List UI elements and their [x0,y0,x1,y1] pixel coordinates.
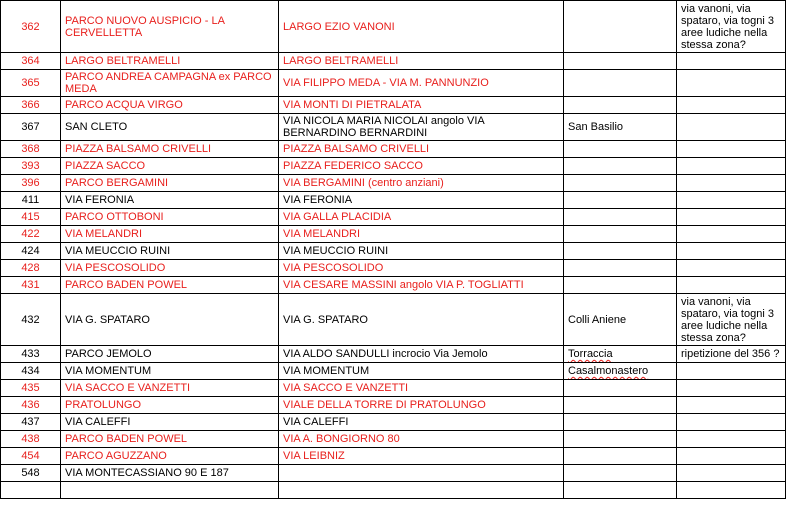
row-area-cell [564,482,677,499]
table-row [1,141,786,158]
row-address-cell: VIA MONTI DI PIETRALATA [279,97,564,114]
row-address-cell: VIA PESCOSOLIDO [279,260,564,277]
row-area-cell: Torraccia [564,346,677,363]
row-area-cell [564,192,677,209]
row-name-cell: VIA MELANDRI [61,226,279,243]
row-address-cell: VIA BERGAMINI (centro anziani) [279,175,564,192]
row-address-cell: VIA MOMENTUM [279,363,564,380]
table-row [1,192,786,209]
row-name-cell: VIA MONTECASSIANO 90 E 187 [61,465,279,482]
row-address-cell [279,465,564,482]
row-area-cell [564,397,677,414]
row-area-cell [564,53,677,70]
row-name-cell: PRATOLUNGO [61,397,279,414]
row-name-cell: PARCO BADEN POWEL [61,431,279,448]
row-name-cell: VIA SACCO E VANZETTI [61,380,279,397]
row-id-cell: 432 [1,294,61,346]
row-note-cell [677,175,786,192]
row-name-cell: PARCO NUOVO AUSPICIO - LA CERVELLETTA [61,1,279,53]
row-note-cell [677,277,786,294]
row-address-cell: VIA LEIBNIZ [279,448,564,465]
row-note-cell [677,209,786,226]
row-note-cell [677,192,786,209]
row-id-cell: 415 [1,209,61,226]
row-area-cell [564,97,677,114]
row-id-cell: 431 [1,277,61,294]
row-address-cell: VIA SACCO E VANZETTI [279,380,564,397]
row-note-cell [677,70,786,97]
row-name-cell: VIA MOMENTUM [61,363,279,380]
row-id-cell: 365 [1,70,61,97]
row-note-cell [677,260,786,277]
table-row [1,226,786,243]
row-name-cell: PARCO AGUZZANO [61,448,279,465]
row-address-cell: VIA A. BONGIORNO 80 [279,431,564,448]
row-area-cell: Colli Aniene [564,294,677,346]
row-area-cell [564,431,677,448]
row-note-cell [677,53,786,70]
table-row [1,114,786,141]
row-area-cell [564,465,677,482]
row-name-cell: SAN CLETO [61,114,279,141]
row-name-cell: PARCO ANDREA CAMPAGNA ex PARCO MEDA [61,70,279,97]
row-area-cell [564,380,677,397]
row-id-cell: 434 [1,363,61,380]
row-address-cell: VIA MEUCCIO RUINI [279,243,564,260]
row-area-cell [564,414,677,431]
row-note-cell [677,448,786,465]
row-note-cell [677,380,786,397]
row-name-cell: PIAZZA SACCO [61,158,279,175]
row-name-cell: PARCO JEMOLO [61,346,279,363]
table-row [1,363,786,380]
row-name-cell: PARCO ACQUA VIRGO [61,97,279,114]
row-address-cell: VIA G. SPATARO [279,294,564,346]
row-id-cell: 433 [1,346,61,363]
row-name-cell: VIA CALEFFI [61,414,279,431]
row-name-cell: LARGO BELTRAMELLI [61,53,279,70]
row-name-cell: PARCO OTTOBONI [61,209,279,226]
row-id-cell: 437 [1,414,61,431]
row-area-cell [564,70,677,97]
row-address-cell: VIA NICOLA MARIA NICOLAI angolo VIA BERNARDINO BERNARDINI [279,114,564,141]
table-row [1,97,786,114]
row-id-cell: 393 [1,158,61,175]
table-row [1,70,786,97]
row-address-cell: VIA GALLA PLACIDIA [279,209,564,226]
row-address-cell: VIALE DELLA TORRE DI PRATOLUNGO [279,397,564,414]
table-row [1,209,786,226]
row-address-cell: PIAZZA BALSAMO CRIVELLI [279,141,564,158]
row-note-cell [677,363,786,380]
row-address-cell [279,482,564,499]
table-row [1,482,786,499]
row-id-cell: 364 [1,53,61,70]
row-id-cell: 438 [1,431,61,448]
row-note-cell [677,397,786,414]
row-id-cell: 424 [1,243,61,260]
table-row [1,1,786,53]
row-name-cell: PIAZZA BALSAMO CRIVELLI [61,141,279,158]
table-row [1,380,786,397]
row-note-cell: via vanoni, via spataro, via togni 3 aree ludiche nella stessa zona? [677,294,786,346]
row-address-cell: VIA FERONIA [279,192,564,209]
row-id-cell: 411 [1,192,61,209]
table-row [1,346,786,363]
row-note-cell [677,158,786,175]
row-id-cell: 436 [1,397,61,414]
row-id-cell: 548 [1,465,61,482]
table-row [1,414,786,431]
table-row [1,448,786,465]
row-note-cell [677,97,786,114]
row-area-cell [564,260,677,277]
row-address-cell: PIAZZA FEDERICO SACCO [279,158,564,175]
row-area-cell [564,243,677,260]
row-area-cell: Casalmonastero [564,363,677,380]
row-id-cell: 362 [1,1,61,53]
row-id-cell: 435 [1,380,61,397]
row-note-cell [677,465,786,482]
row-id-cell: 368 [1,141,61,158]
row-address-cell: VIA FILIPPO MEDA - VIA M. PANNUNZIO [279,70,564,97]
row-area-cell [564,448,677,465]
row-name-cell: VIA FERONIA [61,192,279,209]
row-note-cell [677,226,786,243]
row-address-cell: VIA CALEFFI [279,414,564,431]
row-address-cell: LARGO EZIO VANONI [279,1,564,53]
row-id-cell: 396 [1,175,61,192]
row-address-cell: VIA CESARE MASSINI angolo VIA P. TOGLIATTI [279,277,564,294]
row-id-cell: 366 [1,97,61,114]
table-row [1,243,786,260]
row-note-cell [677,431,786,448]
row-note-cell [677,482,786,499]
row-note-cell [677,141,786,158]
table-row [1,431,786,448]
row-area-cell [564,209,677,226]
row-name-cell: VIA G. SPATARO [61,294,279,346]
table-row [1,53,786,70]
table-row [1,277,786,294]
row-address-cell: VIA ALDO SANDULLI incrocio Via Jemolo [279,346,564,363]
table-row [1,294,786,346]
table-row [1,175,786,192]
row-address-cell: LARGO BELTRAMELLI [279,53,564,70]
row-note-cell: via vanoni, via spataro, via togni 3 aree ludiche nella stessa zona? [677,1,786,53]
row-id-cell: 428 [1,260,61,277]
row-name-cell: VIA MEUCCIO RUINI [61,243,279,260]
row-id-cell: 367 [1,114,61,141]
row-id-cell: 454 [1,448,61,465]
table-row [1,260,786,277]
row-area-cell [564,175,677,192]
table-row [1,158,786,175]
table-row [1,397,786,414]
row-area-cell [564,226,677,243]
row-id-cell [1,482,61,499]
row-note-cell [677,243,786,260]
row-note-cell [677,114,786,141]
row-area-cell [564,277,677,294]
row-name-cell [61,482,279,499]
row-area-cell [564,158,677,175]
row-area-cell: San Basilio [564,114,677,141]
row-note-cell: ripetizione del 356 ? [677,346,786,363]
row-area-cell [564,141,677,158]
row-name-cell: PARCO BADEN POWEL [61,277,279,294]
row-name-cell: PARCO BERGAMINI [61,175,279,192]
row-address-cell: VIA MELANDRI [279,226,564,243]
table-row [1,465,786,482]
row-id-cell: 422 [1,226,61,243]
row-name-cell: VIA PESCOSOLIDO [61,260,279,277]
row-area-cell [564,1,677,53]
row-note-cell [677,414,786,431]
